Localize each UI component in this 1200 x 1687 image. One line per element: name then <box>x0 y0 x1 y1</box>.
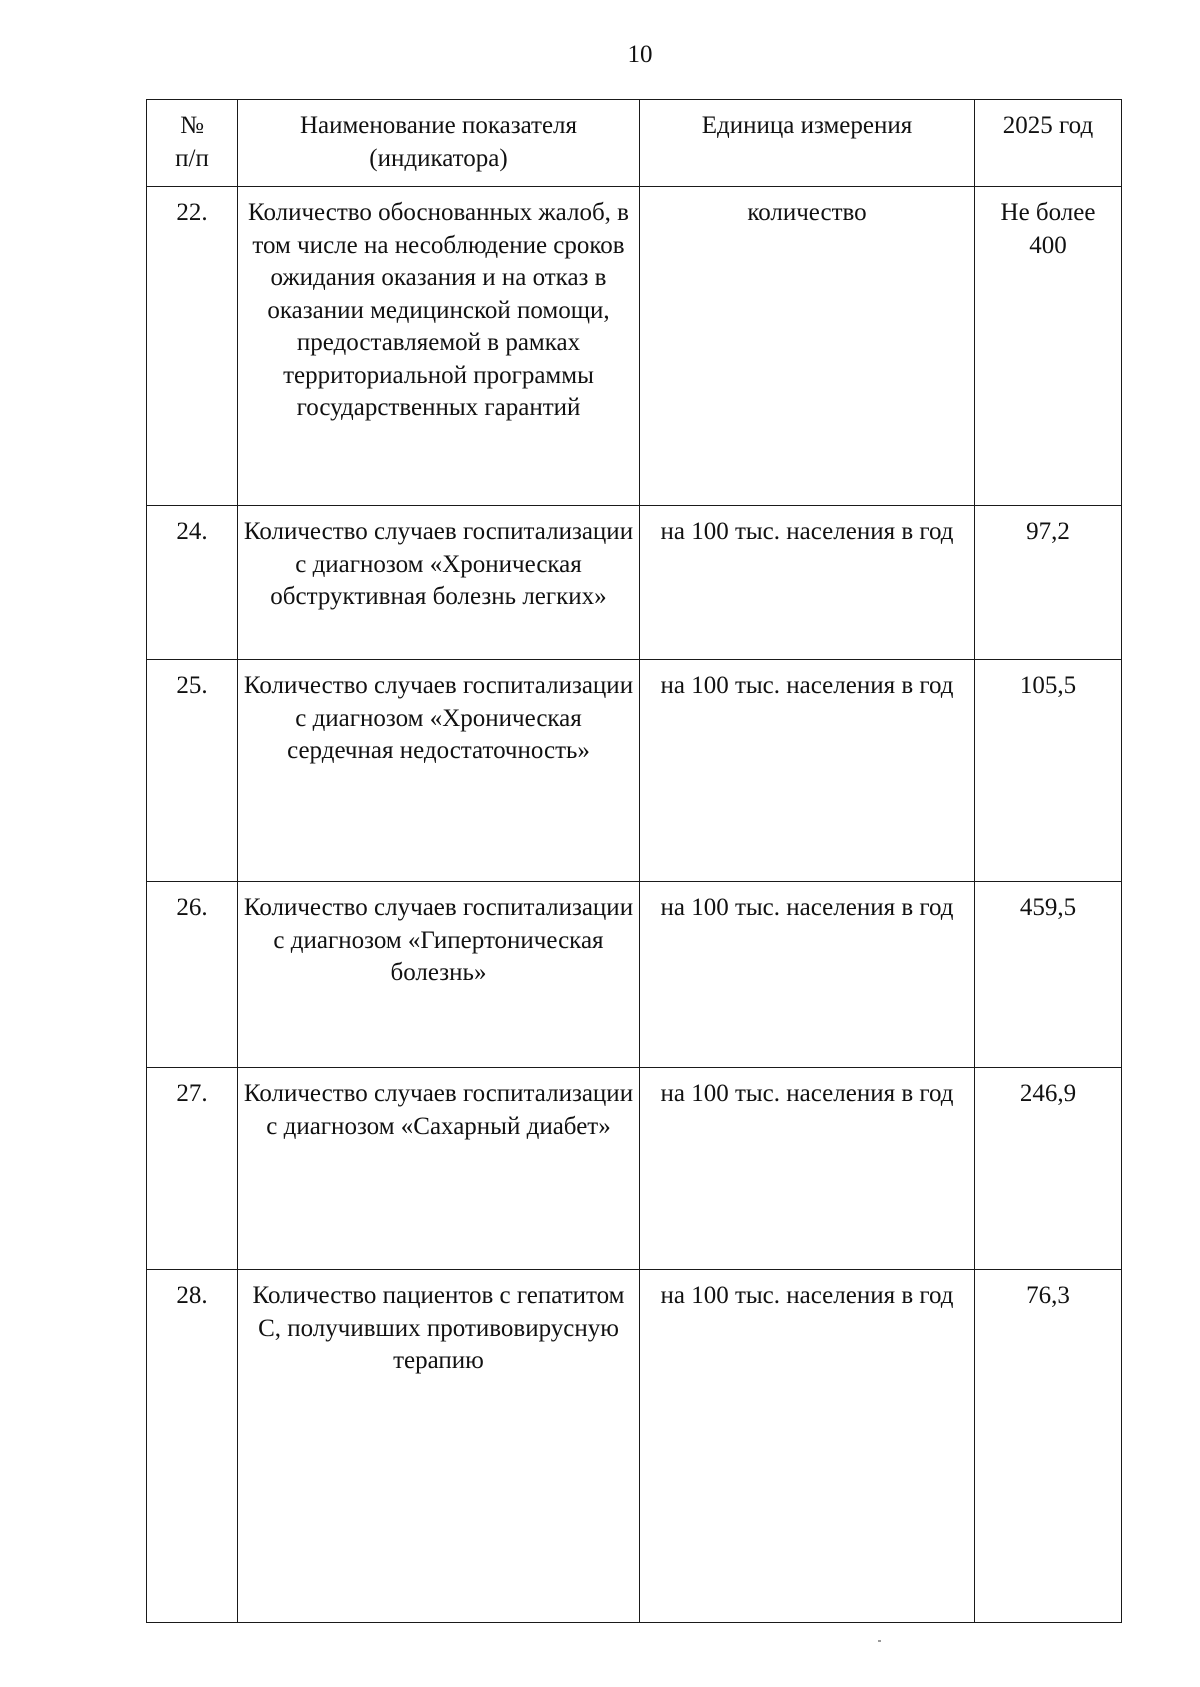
table-row <box>147 882 1122 1068</box>
row-unit: количество <box>640 187 975 506</box>
row-unit: на 100 тыс. населения в год <box>640 1068 975 1270</box>
row-indicator-name: Количество случаев госпитализации с диагнозом «Сахарный диабет» <box>238 1068 640 1270</box>
row-indicator-name: Количество случаев госпитализации с диагнозом «Хроническая сердечная недостаточность» <box>238 660 640 882</box>
row-unit: на 100 тыс. населения в год <box>640 506 975 660</box>
header-indicator-name: Наименование показателя (индикатора) <box>238 100 640 187</box>
row-value: 459,5 <box>975 882 1122 1068</box>
page-number: 10 <box>627 41 653 68</box>
row-value: 76,3 <box>975 1270 1122 1623</box>
table-row <box>147 187 1122 506</box>
row-number: 25. <box>147 660 238 882</box>
header-unit: Единица измерения <box>640 100 975 187</box>
row-indicator-name: Количество пациентов с гепатитом С, получивших противовирусную терапию <box>238 1270 640 1623</box>
table-row <box>147 1270 1122 1623</box>
row-value: 246,9 <box>975 1068 1122 1270</box>
row-number: 27. <box>147 1068 238 1270</box>
table-row <box>147 506 1122 660</box>
row-value: 97,2 <box>975 506 1122 660</box>
table-row <box>147 1068 1122 1270</box>
indicators-table <box>146 99 1122 1623</box>
row-number: 24. <box>147 506 238 660</box>
row-unit: на 100 тыс. населения в год <box>640 1270 975 1623</box>
scan-artifact-dot <box>878 1640 881 1642</box>
row-value: 105,5 <box>975 660 1122 882</box>
table-row <box>147 660 1122 882</box>
row-value: Не более 400 <box>975 187 1122 506</box>
row-indicator-name: Количество обоснованных жалоб, в том числе на несоблюдение сроков ожидания оказания и на отказ в оказании медицинской помощи, предоставляемой в рамках территориальной программы государственных гарантий <box>238 187 640 506</box>
row-number: 28. <box>147 1270 238 1623</box>
row-indicator-name: Количество случаев госпитализации с диагнозом «Гипертоническая болезнь» <box>238 882 640 1068</box>
row-number: 22. <box>147 187 238 506</box>
row-number: 26. <box>147 882 238 1068</box>
table-header-row <box>147 100 1122 187</box>
header-number: № п/п <box>147 100 238 187</box>
header-year-value: 2025 год <box>975 100 1122 187</box>
row-unit: на 100 тыс. населения в год <box>640 882 975 1068</box>
row-unit: на 100 тыс. населения в год <box>640 660 975 882</box>
row-indicator-name: Количество случаев госпитализации с диагнозом «Хроническая обструктивная болезнь легких» <box>238 506 640 660</box>
